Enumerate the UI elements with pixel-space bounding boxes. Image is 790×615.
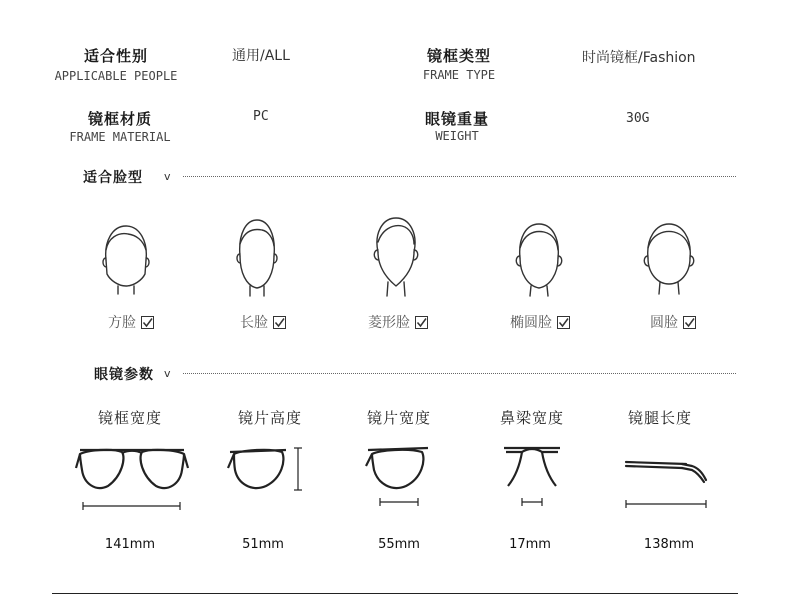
params-section-divider: [183, 373, 736, 374]
temple-length-label: 镜腿长度: [627, 409, 693, 427]
glasses-front-icon: [72, 436, 192, 516]
lens-width-icon: [364, 436, 438, 512]
face-label-text: 菱形脸: [368, 315, 410, 331]
face-section-divider: [183, 176, 736, 177]
face-label-text: 椭圆脸: [510, 315, 552, 331]
checkbox-checked-icon: [683, 316, 696, 329]
lens-height-value: 51mm: [242, 537, 284, 552]
spec-material-subtitle: FRAME MATERIAL: [69, 130, 171, 144]
params-section-title: 眼镜参数: [94, 367, 154, 383]
spec-frame-type-subtitle: FRAME TYPE: [422, 68, 496, 82]
lens-height-icon: [226, 438, 310, 498]
face-label-round: [650, 312, 696, 332]
spec-weight-title: 眼镜重量: [424, 110, 490, 128]
round-face-icon: [640, 218, 698, 298]
frame-width-label: 镜框宽度: [97, 409, 163, 427]
spec-weight-value: 30G: [626, 111, 650, 126]
spec-material-title: 镜框材质: [87, 110, 153, 128]
lens-width-label: 镜片宽度: [366, 409, 432, 427]
face-label-text: 方脸: [108, 315, 136, 331]
face-section-title: 适合脸型: [83, 170, 143, 186]
temple-length-icon: [620, 452, 714, 512]
diamond-face-icon: [366, 212, 426, 298]
checkbox-checked-icon: [557, 316, 570, 329]
spec-frame-type-title: 镜框类型: [426, 47, 492, 65]
face-label-text: 圆脸: [650, 315, 678, 331]
checkbox-checked-icon: [415, 316, 428, 329]
lens-width-value: 55mm: [378, 537, 420, 552]
bottom-divider: [52, 593, 738, 594]
lens-height-label: 镜片高度: [237, 409, 303, 427]
spec-gender-subtitle: APPLICABLE PEOPLE: [54, 69, 178, 83]
spec-frame-type-value: 时尚镜框/Fashion: [582, 50, 696, 66]
spec-gender-value: 通用/ALL: [232, 48, 290, 64]
spec-weight-subtitle: WEIGHT: [435, 129, 479, 143]
long-face-icon: [230, 214, 284, 298]
bridge-width-value: 17mm: [509, 537, 551, 552]
oval-face-icon: [510, 218, 568, 298]
bridge-width-icon: [502, 436, 562, 512]
temple-length-value: 138mm: [643, 537, 695, 552]
face-label-text: 长脸: [240, 315, 268, 331]
face-label-square: [108, 312, 154, 332]
frame-width-value: 141mm: [104, 537, 156, 552]
checkbox-checked-icon: [141, 316, 154, 329]
face-label-oval: [510, 312, 570, 332]
bridge-width-label: 鼻梁宽度: [499, 409, 565, 427]
spec-gender-title: 适合性别: [83, 47, 149, 65]
params-section-chevron-icon: v: [164, 367, 171, 380]
checkbox-checked-icon: [273, 316, 286, 329]
face-section-chevron-icon: v: [164, 170, 171, 183]
face-label-long: [240, 312, 286, 332]
square-face-icon: [98, 220, 154, 296]
spec-material-value: PC: [253, 109, 269, 124]
face-label-diamond: [368, 312, 428, 332]
